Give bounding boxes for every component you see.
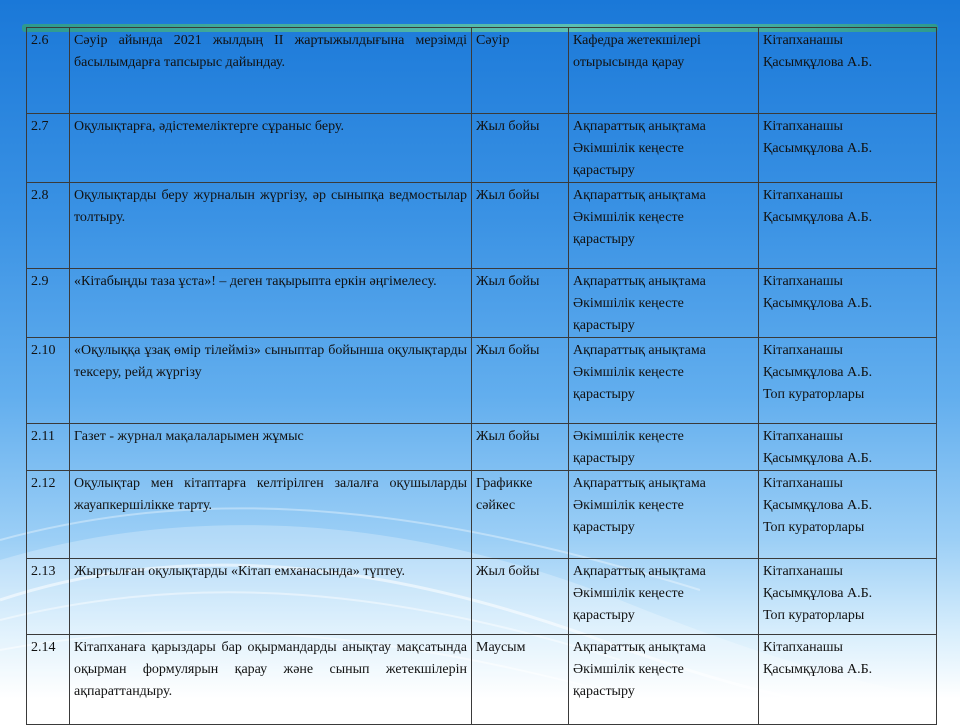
completion-form-line: Әкімшілік кеңесте	[573, 586, 684, 601]
completion-form-line: Ақпараттық анықтама	[573, 564, 706, 579]
responsible-cell	[759, 28, 937, 114]
activity-cell: Оқулықтарды беру журналын жүргізу, әр сыныпқа ведмостылар толтыру.	[70, 183, 472, 269]
row-number: 2.14	[27, 635, 70, 725]
completion-form-line: Әкімшілік кеңесте	[573, 210, 684, 225]
deadline-cell: Жыл бойы	[472, 559, 569, 635]
responsible-cell	[759, 471, 937, 559]
responsible-cell	[759, 338, 937, 424]
responsible-line: Кітапханашы	[763, 274, 843, 289]
completion-form-cell	[569, 114, 759, 183]
table-row	[27, 114, 937, 183]
responsible-line: Кітапханашы	[763, 429, 843, 444]
completion-form-line: отырысында қарау	[573, 55, 685, 70]
row-number: 2.12	[27, 471, 70, 559]
table-row	[27, 635, 937, 725]
completion-form-line: Ақпараттық анықтама	[573, 640, 706, 655]
table-row	[27, 424, 937, 471]
activity-cell: Сәуір айында 2021 жылдың II жартыжылдығына мерзімді басылымдарға тапсырыс дайындау.	[70, 28, 472, 114]
responsible-line: Топ кураторлары	[763, 520, 865, 535]
completion-form-line: Әкімшілік кеңесте	[573, 296, 684, 311]
row-number: 2.9	[27, 269, 70, 338]
activity-cell: Оқулықтарға, әдістемеліктерге сұраныс беру.	[70, 114, 472, 183]
responsible-line: Қасымқұлова А.Б.	[763, 141, 873, 156]
plan-table-body	[27, 28, 937, 725]
completion-form-line: Ақпараттық анықтама	[573, 476, 706, 491]
row-number: 2.7	[27, 114, 70, 183]
responsible-line: Кітапханашы	[763, 640, 843, 655]
responsible-cell	[759, 424, 937, 471]
deadline-cell: Жыл бойы	[472, 424, 569, 471]
completion-form-line: Ақпараттық анықтама	[573, 188, 706, 203]
responsible-cell	[759, 183, 937, 269]
responsible-line: Қасымқұлова А.Б.	[763, 586, 873, 601]
responsible-line: Қасымқұлова А.Б.	[763, 365, 873, 380]
responsible-line: Қасымқұлова А.Б.	[763, 210, 873, 225]
deadline-cell: Жыл бойы	[472, 183, 569, 269]
completion-form-line: Әкімшілік кеңесте	[573, 429, 684, 444]
deadline-cell: Жыл бойы	[472, 338, 569, 424]
deadline-cell: Жыл бойы	[472, 114, 569, 183]
completion-form-cell	[569, 559, 759, 635]
completion-form-line: Кафедра жетекшілері	[573, 33, 701, 48]
responsible-cell	[759, 114, 937, 183]
deadline-cell: Графикке сәйкес	[472, 471, 569, 559]
activity-cell: Жыртылған оқулықтарды «Кітап емханасында» түптеу.	[70, 559, 472, 635]
deadline-cell: Жыл бойы	[472, 269, 569, 338]
completion-form-line: қарастыру	[573, 232, 635, 247]
table-row	[27, 471, 937, 559]
completion-form-cell	[569, 338, 759, 424]
completion-form-cell	[569, 269, 759, 338]
responsible-line: Топ кураторлары	[763, 608, 865, 623]
completion-form-line: Әкімшілік кеңесте	[573, 141, 684, 156]
completion-form-line: Ақпараттық анықтама	[573, 274, 706, 289]
completion-form-line: қарастыру	[573, 608, 635, 623]
row-number: 2.11	[27, 424, 70, 471]
responsible-line: Кітапханашы	[763, 476, 843, 491]
completion-form-cell	[569, 635, 759, 725]
completion-form-line: қарастыру	[573, 520, 635, 535]
responsible-line: Кітапханашы	[763, 119, 843, 134]
responsible-line: Қасымқұлова А.Б.	[763, 55, 873, 70]
completion-form-cell	[569, 471, 759, 559]
responsible-line: Кітапханашы	[763, 343, 843, 358]
responsible-line: Қасымқұлова А.Б.	[763, 498, 873, 513]
completion-form-line: Әкімшілік кеңесте	[573, 365, 684, 380]
completion-form-line: қарастыру	[573, 318, 635, 333]
table-row	[27, 183, 937, 269]
row-number: 2.8	[27, 183, 70, 269]
table-row	[27, 338, 937, 424]
activity-cell: «Оқулыққа ұзақ өмір тілейміз» сыныптар бойынша оқулықтарды тексеру, рейд жүргізу	[70, 338, 472, 424]
completion-form-line: қарастыру	[573, 684, 635, 699]
responsible-cell	[759, 269, 937, 338]
responsible-cell	[759, 635, 937, 725]
row-number: 2.13	[27, 559, 70, 635]
completion-form-cell	[569, 424, 759, 471]
table-row	[27, 28, 937, 114]
activity-cell: Оқулықтар мен кітаптарға келтірілген залалға оқушыларды жауапкершілікке тарту.	[70, 471, 472, 559]
responsible-line: Топ кураторлары	[763, 387, 865, 402]
responsible-line: Кітапханашы	[763, 564, 843, 579]
plan-table	[26, 27, 937, 725]
completion-form-cell	[569, 183, 759, 269]
responsible-line: Қасымқұлова А.Б.	[763, 451, 873, 466]
responsible-line: Кітапханашы	[763, 33, 843, 48]
completion-form-line: Ақпараттық анықтама	[573, 119, 706, 134]
responsible-line: Кітапханашы	[763, 188, 843, 203]
table-row	[27, 559, 937, 635]
activity-cell: Кітапханаға қарыздары бар оқырмандарды анықтау мақсатында оқырман формулярын қарау және сынып жетекшілерін ақпараттандыру.	[70, 635, 472, 725]
responsible-line: Қасымқұлова А.Б.	[763, 296, 873, 311]
row-number: 2.10	[27, 338, 70, 424]
responsible-line: Қасымқұлова А.Б.	[763, 662, 873, 677]
completion-form-line: қарастыру	[573, 163, 635, 178]
completion-form-cell	[569, 28, 759, 114]
completion-form-line: Әкімшілік кеңесте	[573, 498, 684, 513]
row-number: 2.6	[27, 28, 70, 114]
activity-cell: Газет - журнал мақалаларымен жұмыс	[70, 424, 472, 471]
responsible-cell	[759, 559, 937, 635]
completion-form-line: қарастыру	[573, 387, 635, 402]
completion-form-line: Әкімшілік кеңесте	[573, 662, 684, 677]
deadline-cell: Маусым	[472, 635, 569, 725]
table-row	[27, 269, 937, 338]
deadline-cell: Сәуір	[472, 28, 569, 114]
completion-form-line: Ақпараттық анықтама	[573, 343, 706, 358]
activity-cell: «Кітабыңды таза ұста»! – деген тақырыпта еркін әңгімелесу.	[70, 269, 472, 338]
completion-form-line: қарастыру	[573, 451, 635, 466]
